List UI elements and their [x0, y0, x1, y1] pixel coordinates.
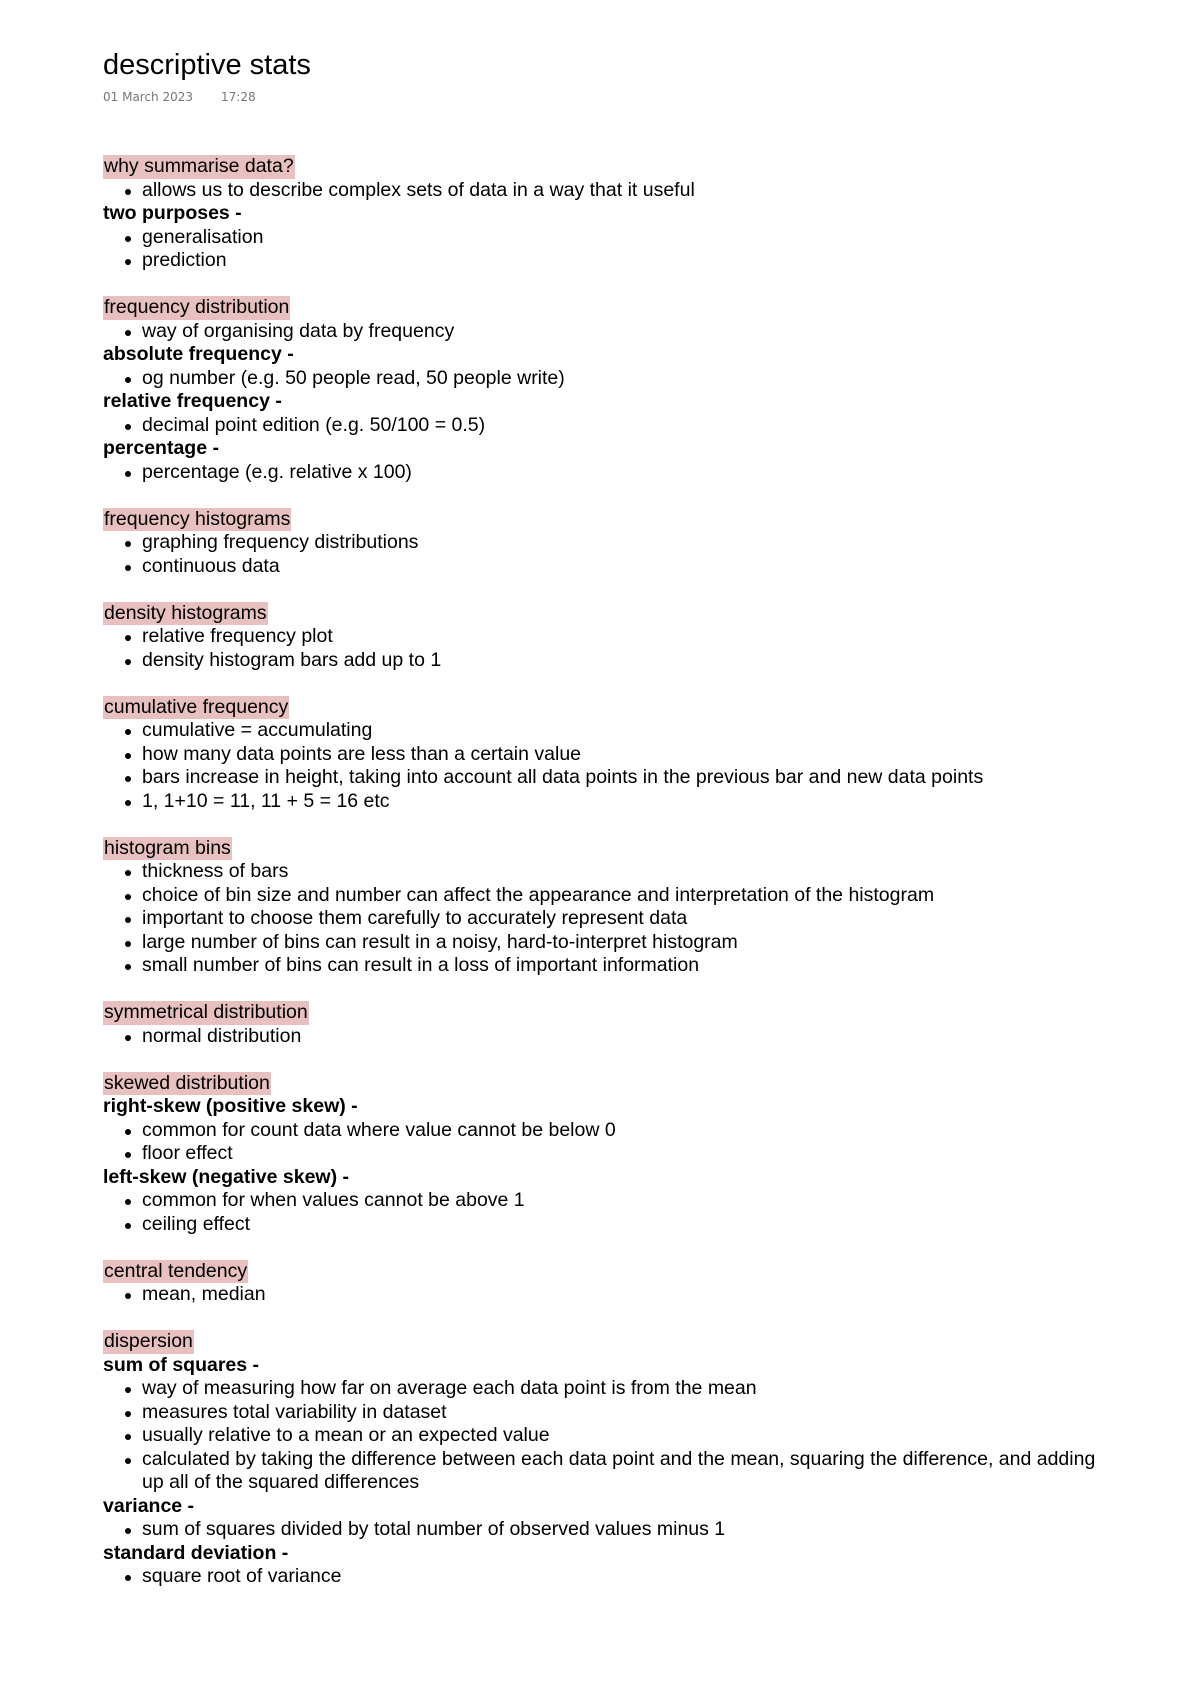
section-heading-row — [103, 155, 1103, 179]
bullet-item: percentage (e.g. relative x 100) — [103, 461, 1103, 485]
bullet-item: allows us to describe complex sets of data in a way that it useful — [103, 179, 1103, 203]
bullet-list — [103, 1119, 1103, 1166]
section-heading-row — [103, 1330, 1103, 1354]
section-heading: symmetrical distribution — [104, 1001, 308, 1023]
section-heading-row — [103, 508, 1103, 532]
bullet-item: choice of bin size and number can affect the appearance and interpretation of the histogram — [103, 884, 1103, 908]
bullet-item: normal distribution — [103, 1025, 1103, 1049]
section-heading: density histograms — [104, 601, 267, 624]
subheading: standard deviation - — [103, 1541, 289, 1564]
bullet-item: continuous data — [103, 555, 1103, 579]
note-section — [103, 1001, 1103, 1048]
note-section — [103, 837, 1103, 978]
section-heading: cumulative frequency — [104, 695, 289, 718]
section-heading-row — [103, 696, 1103, 720]
bullet-item: common for when values cannot be above 1 — [103, 1189, 1103, 1213]
section-heading: dispersion — [104, 1330, 193, 1352]
bullet-item: way of organising data by frequency — [103, 320, 1103, 344]
section-heading-row — [103, 296, 1103, 320]
bullet-list — [103, 1025, 1103, 1049]
note-body — [103, 155, 1103, 1589]
bullet-item: graphing frequency distributions — [103, 531, 1103, 555]
bullet-item: calculated by taking the difference between each data point and the mean, squaring the difference, and adding up all of the squared differences — [103, 1448, 1103, 1495]
bullet-item: cumulative = accumulating — [103, 719, 1103, 743]
section-heading: skewed distribution — [104, 1071, 270, 1094]
bullet-item: small number of bins can result in a loss of important information — [103, 954, 1103, 978]
bullet-item: 1, 1+10 = 11, 11 + 5 = 16 etc — [103, 790, 1103, 814]
bullet-list — [103, 1189, 1103, 1236]
note-container — [103, 48, 1103, 1612]
bullet-item: floor effect — [103, 1142, 1103, 1166]
subheading: two purposes - — [103, 202, 242, 224]
subheading: absolute frequency - — [103, 343, 294, 365]
bullet-item: ceiling effect — [103, 1213, 1103, 1237]
bullet-list — [103, 367, 1103, 391]
bullet-list — [103, 719, 1103, 813]
note-section — [103, 155, 1103, 273]
note-section — [103, 1260, 1103, 1307]
section-heading: histogram bins — [104, 836, 231, 859]
bullet-item: prediction — [103, 249, 1103, 273]
section-heading-row — [103, 1072, 1103, 1096]
bullet-list — [103, 461, 1103, 485]
bullet-item: og number (e.g. 50 people read, 50 people write) — [103, 367, 1103, 391]
subheading: sum of squares - — [103, 1353, 260, 1376]
section-heading: frequency histograms — [104, 507, 291, 530]
subheading: variance - — [103, 1494, 195, 1517]
section-heading: central tendency — [104, 1259, 248, 1282]
section-heading-row — [103, 1001, 1103, 1025]
bullet-item: large number of bins can result in a noisy, hard-to-interpret histogram — [103, 931, 1103, 955]
note-time: 17:28 — [221, 90, 256, 104]
bullet-item: square root of variance — [103, 1565, 1103, 1589]
note-date: 01 March 2023 — [103, 90, 194, 104]
section-heading: why summarise data? — [104, 155, 294, 177]
bullet-list — [103, 226, 1103, 273]
bullet-item: important to choose them carefully to accurately represent data — [103, 907, 1103, 931]
bullet-list — [103, 1565, 1103, 1589]
bullet-item: measures total variability in dataset — [103, 1401, 1103, 1425]
subheading: relative frequency - — [103, 390, 282, 412]
bullet-list — [103, 414, 1103, 438]
note-section — [103, 602, 1103, 673]
page-title: descriptive stats — [103, 49, 311, 81]
bullet-list — [103, 320, 1103, 344]
bullet-item: common for count data where value cannot be below 0 — [103, 1119, 1103, 1143]
bullet-item: bars increase in height, taking into account all data points in the previous bar and new data points — [103, 766, 1103, 790]
section-heading-row — [103, 1260, 1103, 1284]
note-section — [103, 508, 1103, 579]
bullet-list — [103, 1518, 1103, 1542]
bullet-list — [103, 625, 1103, 672]
bullet-item: decimal point edition (e.g. 50/100 = 0.5) — [103, 414, 1103, 438]
bullet-item: sum of squares divided by total number of observed values minus 1 — [103, 1518, 1103, 1542]
bullet-item: usually relative to a mean or an expected value — [103, 1424, 1103, 1448]
bullet-list — [103, 860, 1103, 978]
bullet-item: density histogram bars add up to 1 — [103, 649, 1103, 673]
subheading: right-skew (positive skew) - — [103, 1095, 358, 1117]
note-timestamp — [103, 90, 1103, 106]
bullet-item: way of measuring how far on average each data point is from the mean — [103, 1377, 1103, 1401]
note-section — [103, 296, 1103, 484]
subheading: left-skew (negative skew) - — [103, 1165, 349, 1188]
note-section — [103, 1072, 1103, 1237]
note-section — [103, 1330, 1103, 1589]
subheading: percentage - — [103, 437, 219, 459]
note-section — [103, 696, 1103, 814]
bullet-item: how many data points are less than a certain value — [103, 743, 1103, 767]
section-heading: frequency distribution — [104, 296, 290, 318]
bullet-item: generalisation — [103, 226, 1103, 250]
section-heading-row — [103, 602, 1103, 626]
bullet-list — [103, 1377, 1103, 1495]
section-heading-row — [103, 837, 1103, 861]
bullet-list — [103, 179, 1103, 203]
bullet-item: mean, median — [103, 1283, 1103, 1307]
bullet-item: thickness of bars — [103, 860, 1103, 884]
bullet-list — [103, 531, 1103, 578]
bullet-item: relative frequency plot — [103, 625, 1103, 649]
bullet-list — [103, 1283, 1103, 1307]
